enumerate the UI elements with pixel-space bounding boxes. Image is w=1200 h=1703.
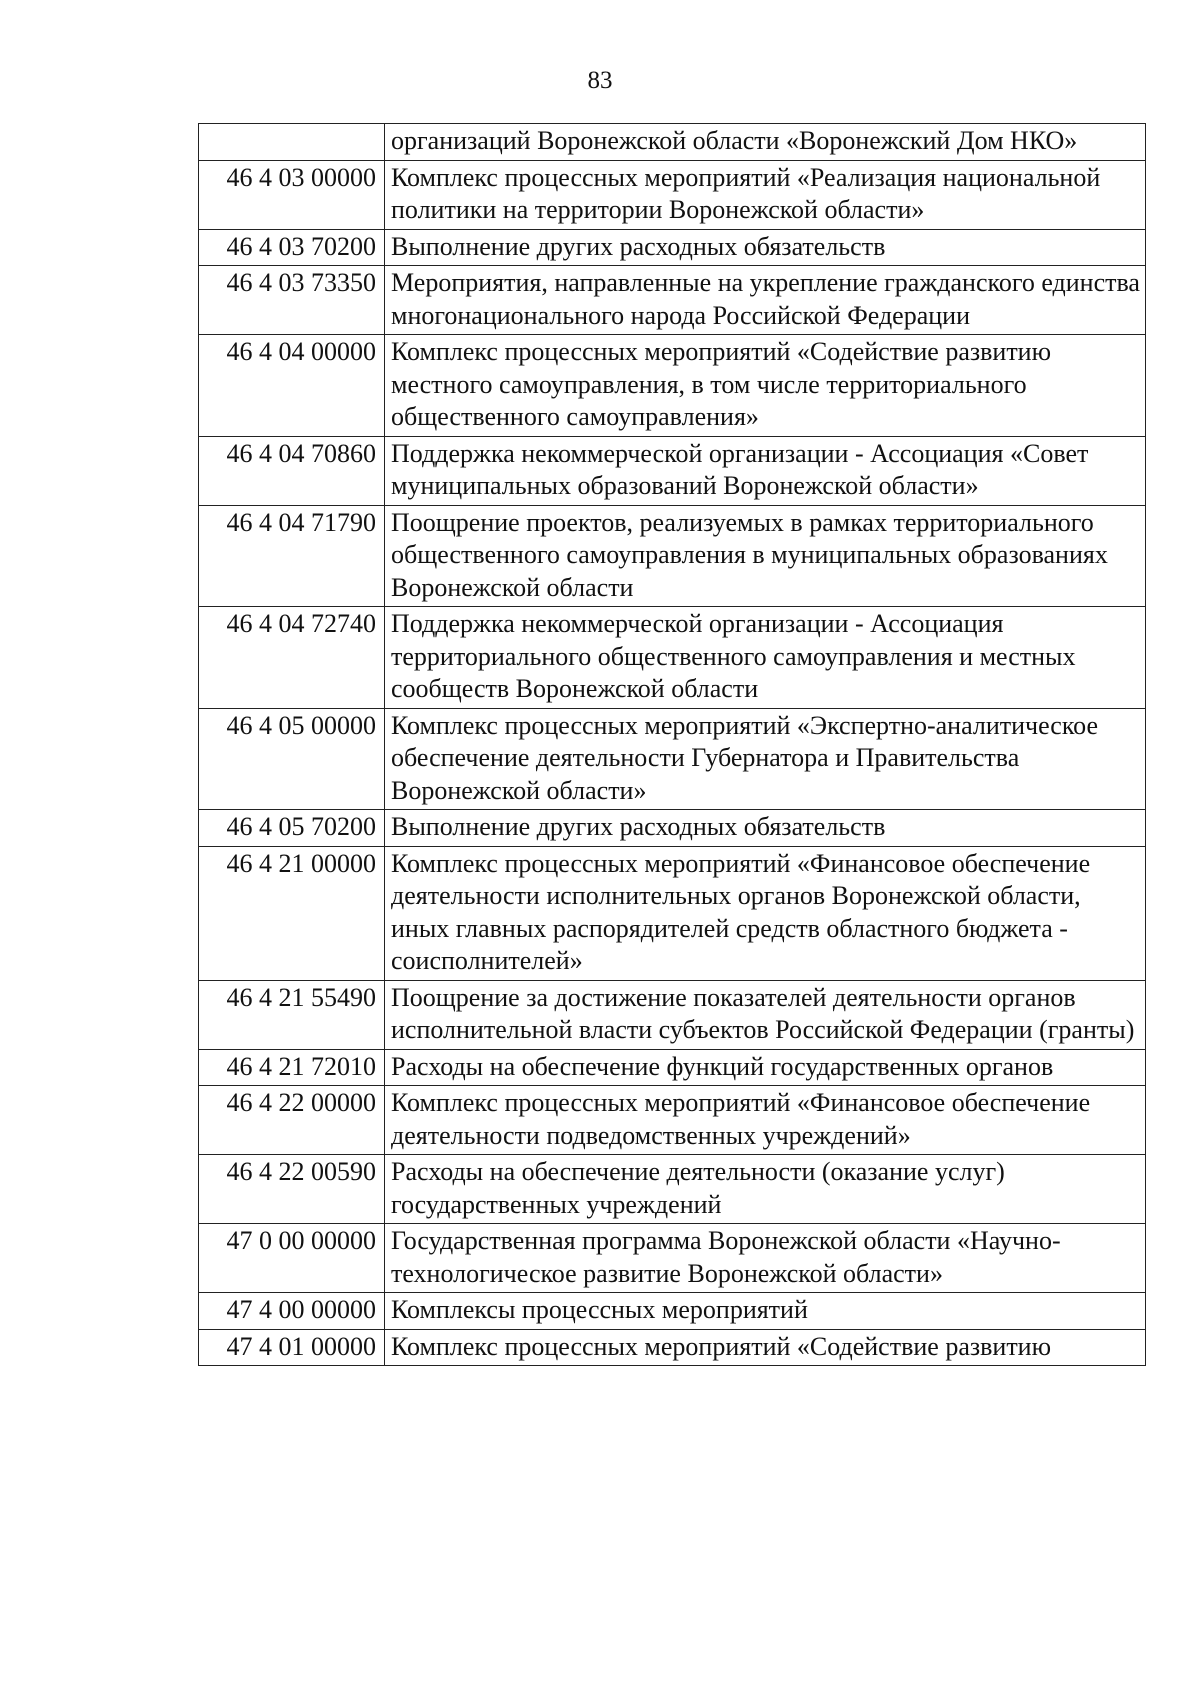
table-row — [199, 160, 1146, 229]
table-row — [199, 846, 1146, 980]
table-row — [199, 708, 1146, 810]
row-description: организаций Воронежской области «Воронежский Дом НКО» — [385, 124, 1146, 161]
row-description: Поддержка некоммерческой организации - Ассоциация «Совет муниципальных образований Воронежской области» — [385, 436, 1146, 505]
row-description: Расходы на обеспечение деятельности (оказание услуг) государственных учреждений — [385, 1155, 1146, 1224]
row-code: 47 4 00 00000 — [199, 1293, 385, 1330]
row-code: 46 4 04 70860 — [199, 436, 385, 505]
row-code: 46 4 22 00590 — [199, 1155, 385, 1224]
row-description: Комплекс процессных мероприятий «Экспертно-аналитическое обеспечение деятельности Губернатора и Правительства Воронежской области» — [385, 708, 1146, 810]
row-code: 46 4 05 70200 — [199, 810, 385, 847]
row-code: 46 4 04 00000 — [199, 335, 385, 437]
row-description: Поддержка некоммерческой организации - Ассоциация территориального общественного самоуправления и местных сообществ Воронежской области — [385, 607, 1146, 709]
row-code: 46 4 03 00000 — [199, 160, 385, 229]
table-row — [199, 124, 1146, 161]
row-code — [199, 124, 385, 161]
row-code: 46 4 21 72010 — [199, 1049, 385, 1086]
row-code: 46 4 04 71790 — [199, 505, 385, 607]
table-row — [199, 810, 1146, 847]
row-code: 46 4 04 72740 — [199, 607, 385, 709]
table-row — [199, 1293, 1146, 1330]
row-description: Комплекс процессных мероприятий «Финансовое обеспечение деятельности подведомственных учреждений» — [385, 1086, 1146, 1155]
table-row — [199, 980, 1146, 1049]
table-row — [199, 1049, 1146, 1086]
table-row — [199, 335, 1146, 437]
row-description: Комплексы процессных мероприятий — [385, 1293, 1146, 1330]
row-code: 46 4 21 00000 — [199, 846, 385, 980]
row-description: Государственная программа Воронежской области «Научно-технологическое развитие Воронежской области» — [385, 1224, 1146, 1293]
row-code: 47 0 00 00000 — [199, 1224, 385, 1293]
row-description: Поощрение за достижение показателей деятельности органов исполнительной власти субъектов Российской Федерации (гранты) — [385, 980, 1146, 1049]
table-row — [199, 505, 1146, 607]
row-code: 47 4 01 00000 — [199, 1329, 385, 1366]
table-row — [199, 266, 1146, 335]
row-description: Комплекс процессных мероприятий «Содействие развитию — [385, 1329, 1146, 1366]
row-description: Выполнение других расходных обязательств — [385, 810, 1146, 847]
row-description: Комплекс процессных мероприятий «Финансовое обеспечение деятельности исполнительных органов Воронежской области, иных главных распорядителей средств областного бюджета - соисполнителей» — [385, 846, 1146, 980]
budget-classification-table — [198, 123, 1146, 1366]
row-description: Выполнение других расходных обязательств — [385, 229, 1146, 266]
table-row — [199, 607, 1146, 709]
table-row — [199, 229, 1146, 266]
row-code: 46 4 05 00000 — [199, 708, 385, 810]
table-row — [199, 436, 1146, 505]
row-code: 46 4 03 73350 — [199, 266, 385, 335]
row-description: Комплекс процессных мероприятий «Реализация национальной политики на территории Воронежской области» — [385, 160, 1146, 229]
table-row — [199, 1329, 1146, 1366]
row-description: Мероприятия, направленные на укрепление гражданского единства многонационального народа Российской Федерации — [385, 266, 1146, 335]
table-row — [199, 1086, 1146, 1155]
table-row — [199, 1155, 1146, 1224]
row-code: 46 4 22 00000 — [199, 1086, 385, 1155]
row-code: 46 4 03 70200 — [199, 229, 385, 266]
row-description: Комплекс процессных мероприятий «Содействие развитию местного самоуправления, в том числе территориального общественного самоуправления» — [385, 335, 1146, 437]
table-row — [199, 1224, 1146, 1293]
row-description: Поощрение проектов, реализуемых в рамках территориального общественного самоуправления в муниципальных образованиях Воронежской области — [385, 505, 1146, 607]
row-description: Расходы на обеспечение функций государственных органов — [385, 1049, 1146, 1086]
row-code: 46 4 21 55490 — [199, 980, 385, 1049]
page-number: 83 — [587, 67, 613, 94]
